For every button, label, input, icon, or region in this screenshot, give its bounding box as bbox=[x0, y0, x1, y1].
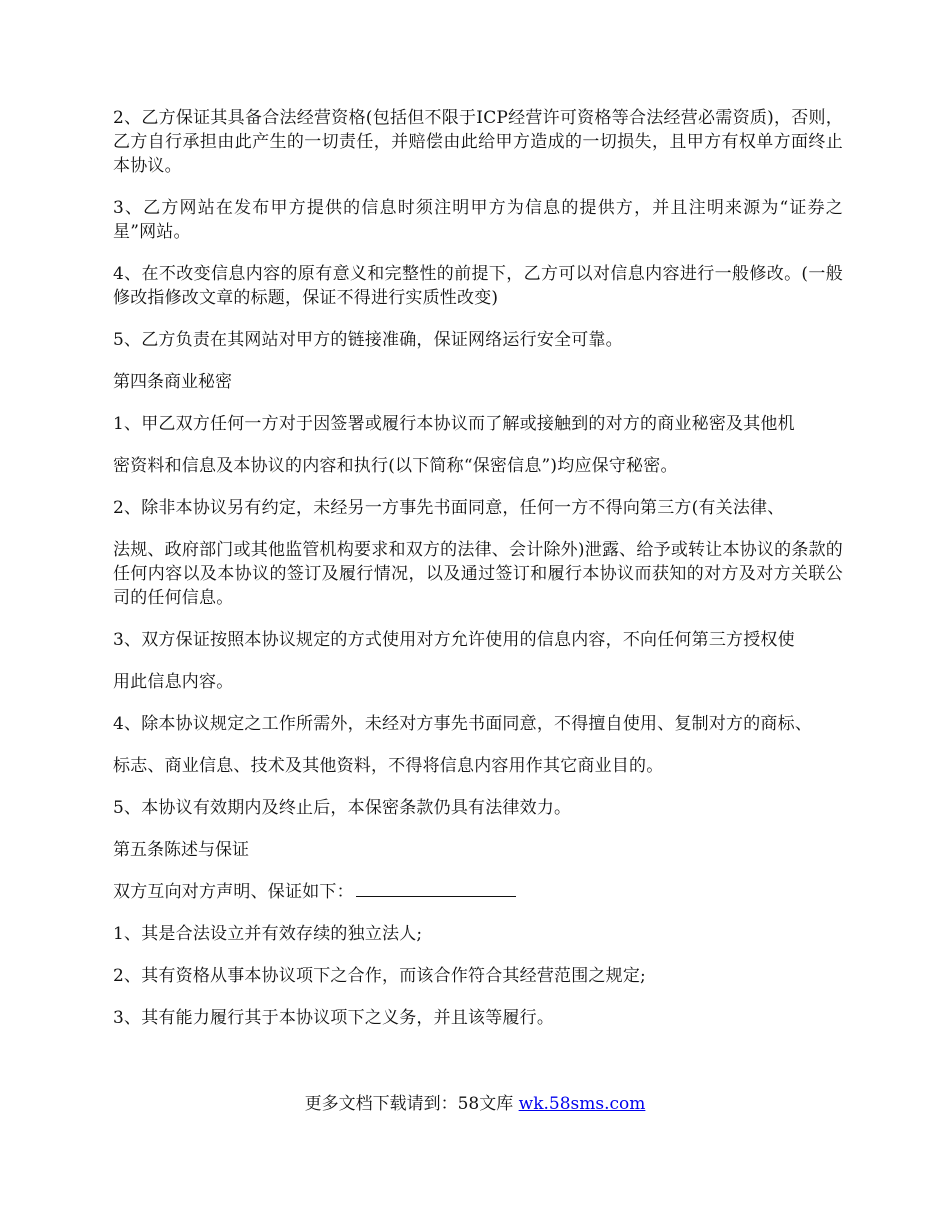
paragraph: 密资料和信息及本协议的内容和执行(以下简称“保密信息”)均应保守秘密。 bbox=[113, 456, 678, 476]
statement-text: 双方互向对方声明、保证如下： bbox=[113, 882, 354, 902]
paragraph: 法规、政府部门或其他监管机构要求和双方的法律、会计除外)泄露、给予或转让本协议的条款的任何内容以及本协议的签订及履行情况，以及通过签订和履行本协议而获知的对方及对方关联公司的任何信息。 bbox=[113, 540, 843, 608]
paragraph: 1、甲乙双方任何一方对于因签署或履行本协议而了解或接触到的对方的商业秘密及其他机 bbox=[113, 414, 795, 434]
paragraph-with-blank bbox=[113, 880, 843, 904]
paragraph: 5、乙方负责在其网站对甲方的链接准确，保证网络运行安全可靠。 bbox=[113, 330, 623, 350]
document-body bbox=[113, 106, 843, 1048]
paragraph: 1、其是合法设立并有效存续的独立法人; bbox=[113, 924, 423, 944]
paragraph: 2、其有资格从事本协议项下之合作，而该合作符合其经营范围之规定; bbox=[113, 966, 646, 986]
section-heading: 第五条陈述与保证 bbox=[113, 840, 249, 860]
page-footer bbox=[0, 1092, 950, 1116]
section-heading: 第四条商业秘密 bbox=[113, 372, 232, 392]
paragraph: 3、双方保证按照本协议规定的方式使用对方允许使用的信息内容，不向任何第三方授权使 bbox=[113, 630, 795, 650]
paragraph: 标志、商业信息、技术及其他资料，不得将信息内容用作其它商业目的。 bbox=[113, 756, 664, 776]
paragraph: 2、除非本协议另有约定，未经另一方事先书面同意，任何一方不得向第三方(有关法律、 bbox=[113, 498, 785, 518]
paragraph: 5、本协议有效期内及终止后，本保密条款仍具有法律效力。 bbox=[113, 798, 572, 818]
paragraph: 4、除本协议规定之工作所需外，未经对方事先书面同意，不得擅自使用、复制对方的商标、 bbox=[113, 714, 813, 734]
paragraph: 3、其有能力履行其于本协议项下之义务，并且该等履行。 bbox=[113, 1008, 555, 1028]
paragraph: 4、在不改变信息内容的原有意义和完整性的前提下，乙方可以对信息内容进行一般修改。(一般修改指修改文章的标题，保证不得进行实质性改变) bbox=[113, 264, 843, 308]
fill-in-blank bbox=[356, 880, 516, 897]
paragraph: 2、乙方保证其具备合法经营资格(包括但不限于ICP经营许可资格等合法经营必需资质)，否则，乙方自行承担由此产生的一切责任，并赔偿由此给甲方造成的一切损失，且甲方有权单方面终止本协议。 bbox=[113, 108, 843, 176]
footer-text: 更多文档下载请到：58文库 bbox=[304, 1094, 514, 1114]
paragraph: 用此信息内容。 bbox=[113, 672, 234, 692]
footer-link[interactable]: wk.58sms.com bbox=[518, 1094, 646, 1114]
paragraph: 3、乙方网站在发布甲方提供的信息时须注明甲方为信息的提供方，并且注明来源为“证券之星”网站。 bbox=[113, 198, 843, 242]
